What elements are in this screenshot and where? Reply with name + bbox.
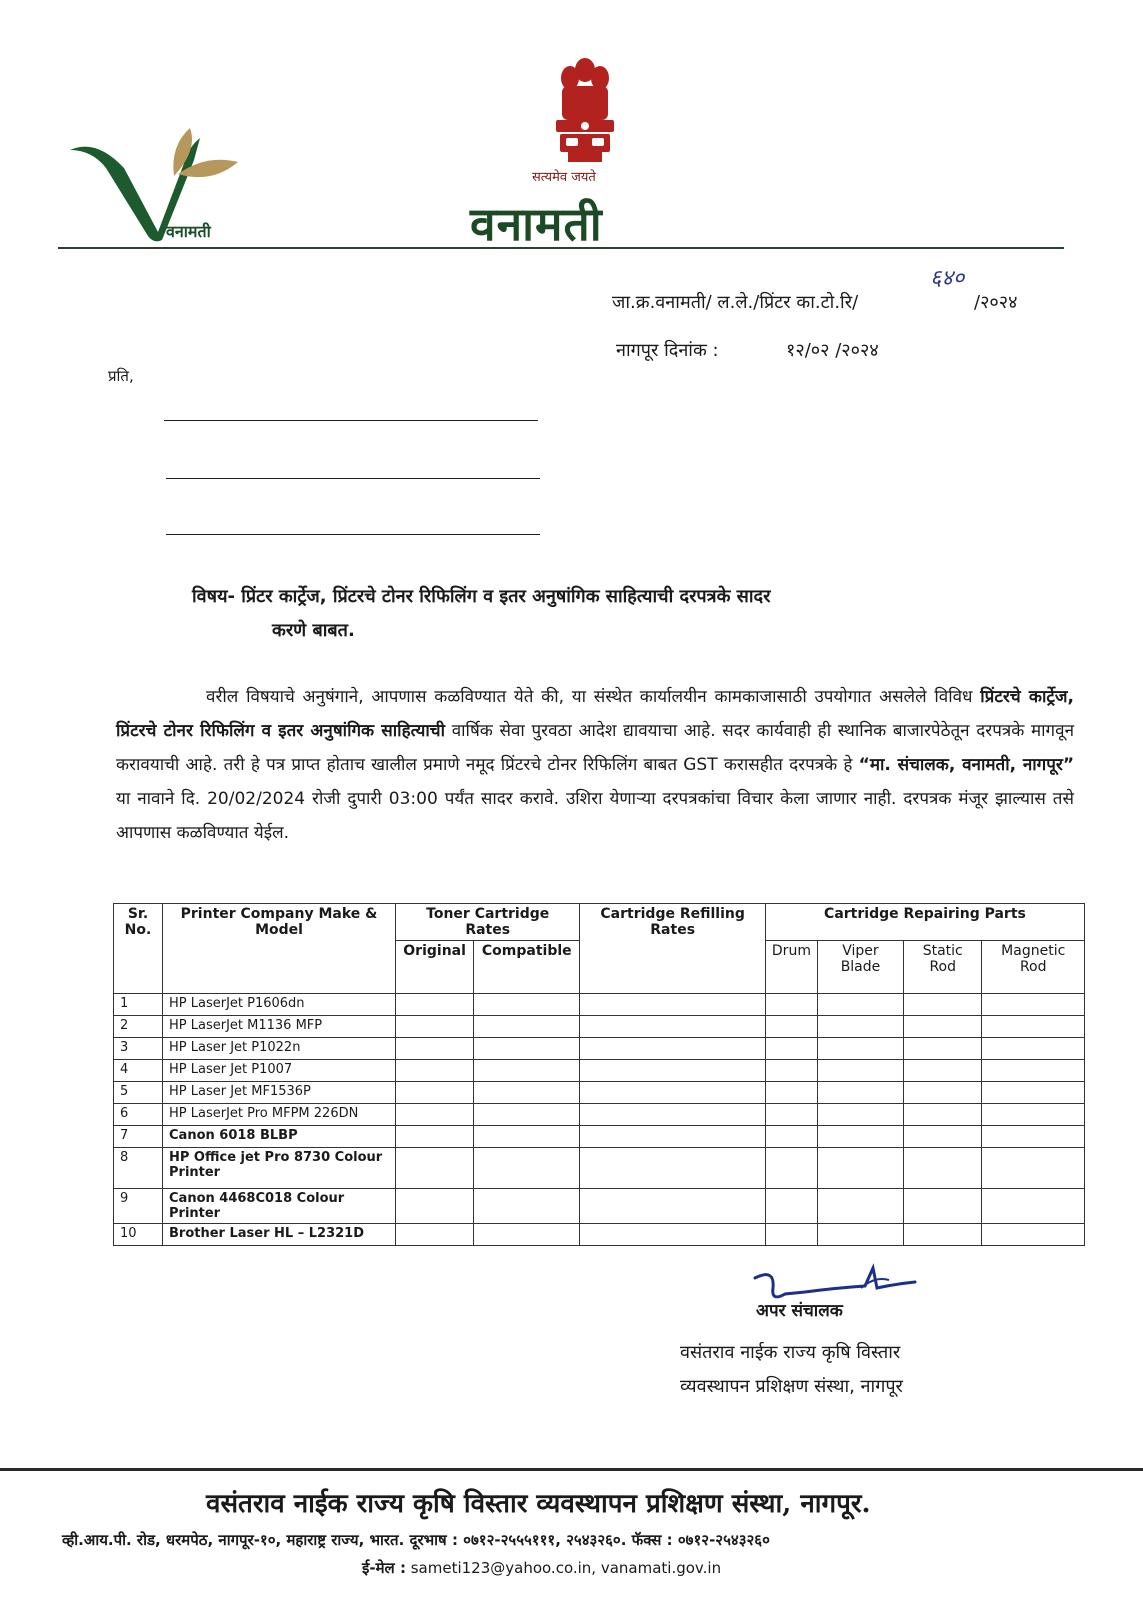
header-repair: Cartridge Repairing Parts (765, 904, 1084, 941)
header-drum: Drum (765, 941, 817, 994)
date-value: १२/०२ /२०२४ (786, 340, 879, 361)
body-paragraph: वरील विषयाचे अनुषंगाने, आपणास कळविण्यात येते की, या संस्थेत कार्यालयीन कामकाजासाठी उपयोगात असलेले विविध प्रिंटरचे कार्ट्रेज, प्रिंटरचे टोनर रिफिलिंग व इतर अनुषांगिक साहित्याची वार्षिक सेवा पुरवठा आदेश द्यावयाचा आहे. सदर कार्यवाही ही स्थानिक बाजारपेठेतून दरपत्रके मागवून करावयाची आहे. तरी हे पत्र प्राप्त होताच खालील प्रमाणे नमूद प्रिंटरचे टोनर रिफिलिंग बाबत GST करासहीत दरपत्रके हे “मा. संचालक, वनामती, नागपूर” या नावाने दि. 20/02/2024 रोजी दुपारी 03:00 पर्यंत सादर करावे. उशिरा येणाऱ्या दरपत्रकांचा विचार केला जाणार नाही. दरपत्रक मंजूर झाल्यास तसे आपणास कळविण्यात येईल. (116, 687, 1075, 843)
header-static: Static Rod (904, 941, 982, 994)
logo-label: वनामती (166, 222, 211, 241)
footer-divider (0, 1468, 1143, 1471)
emblem-motto: सत्यमेव जयते (532, 170, 596, 185)
reference-number-handwritten: ६४० (930, 266, 965, 291)
header-model: Printer Company Make & Model (163, 904, 396, 994)
table-row: 1 HP LaserJet P1606dn (114, 994, 1085, 1016)
recipient-address-line (166, 534, 540, 535)
table-row: 10 Brother Laser HL – L2321D (114, 1224, 1085, 1246)
header-divider (58, 247, 1064, 249)
recipient-label: प्रति, (108, 367, 134, 385)
table-row: 6 HP LaserJet Pro MFPM 226DN (114, 1104, 1085, 1126)
header-magnetic: Magnetic Rod (982, 941, 1085, 994)
header-viper: Viper Blade (817, 941, 903, 994)
signatory-org-line-1: वसंतराव नाईक राज्य कृषि विस्तार (680, 1342, 901, 1363)
printer-rates-table (113, 903, 1085, 1246)
table-row: 7 Canon 6018 BLBP (114, 1126, 1085, 1148)
signatory-org-line-2: व्यवस्थापन प्रशिक्षण संस्था, नागपूर (680, 1376, 903, 1397)
ashoka-emblem-icon (548, 56, 622, 164)
table-row: 2 HP LaserJet M1136 MFP (114, 1016, 1085, 1038)
header-original: Original (396, 941, 474, 994)
header-compatible: Compatible (474, 941, 580, 994)
recipient-address-line (164, 420, 538, 421)
footer-organization: वसंतराव नाईक राज्य कृषि विस्तार व्यवस्थापन प्रशिक्षण संस्था, नागपूर. (206, 1489, 871, 1519)
vanamati-logo (66, 128, 241, 243)
recipient-address-line (166, 478, 540, 479)
subject-line-2: करणे बाबत. (272, 620, 355, 641)
date-label: नागपूर दिनांक : (616, 340, 719, 361)
table-row: 4 HP Laser Jet P1007 (114, 1060, 1085, 1082)
header-refill: Cartridge Refilling Rates (580, 904, 766, 994)
footer-email: ई-मेल : sameti123@yahoo.co.in, vanamati.gov.in (362, 1559, 722, 1577)
signatory-title: अपर संचालक (756, 1301, 843, 1321)
table-row: 9 Canon 4468C018 Colour Printer (114, 1189, 1085, 1224)
table-row: 8 HP Office jet Pro 8730 Colour Printer (114, 1148, 1085, 1189)
header-sr: Sr. No. (114, 904, 163, 994)
brand-title: वनामती (470, 197, 603, 251)
footer-address: व्ही.आय.पी. रोड, धरमपेठ, नागपूर-१०, महाराष्ट्र राज्य, भारत. दूरभाष : ०७१२-२५५५१११, २५४३२६०. फॅक्स : ०७१२-२५४३२६० (62, 1531, 770, 1549)
subject (192, 580, 1012, 648)
header-toner: Toner Cartridge Rates (396, 904, 580, 941)
reference-prefix: जा.क्र.वनामती/ ल.ले./प्रिंटर का.टो.रि/ (612, 292, 859, 313)
reference-year: /२०२४ (974, 292, 1018, 313)
table-row: 3 HP Laser Jet P1022n (114, 1038, 1085, 1060)
subject-line-1: विषय- प्रिंटर कार्ट्रेज, प्रिंटरचे टोनर रिफिलिंग व इतर अनुषांगिक साहित्याची दरपत्रके सादर (192, 586, 771, 607)
table-row: 5 HP Laser Jet MF1536P (114, 1082, 1085, 1104)
